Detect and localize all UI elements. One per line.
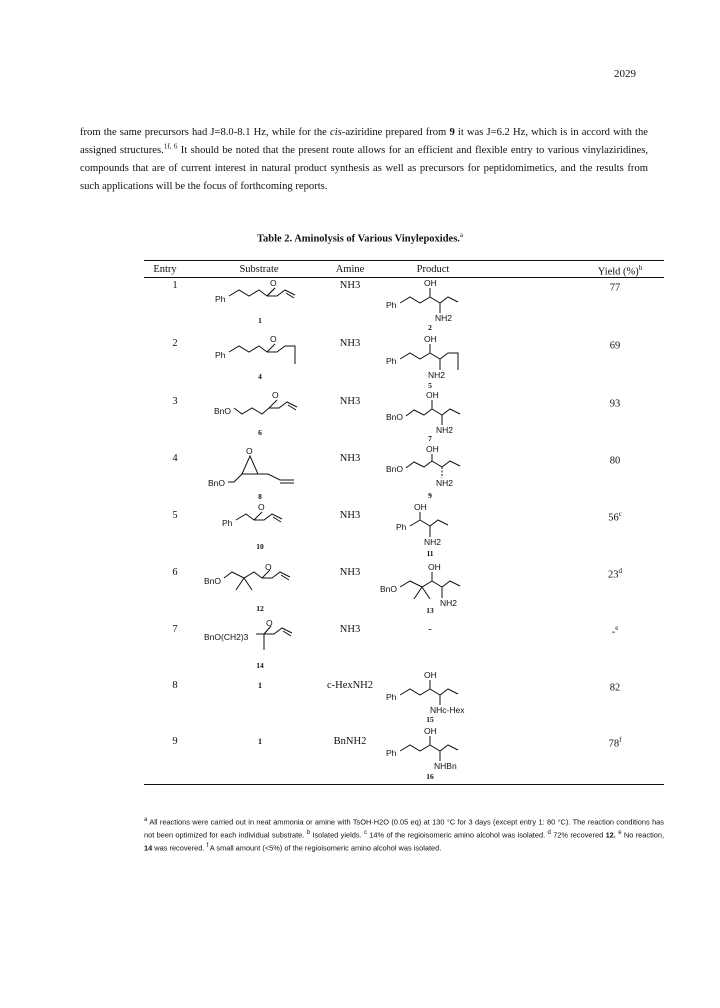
bond [267,346,295,364]
entry-number: 8 [172,680,178,691]
yield-number: 80 [609,455,621,467]
atom-label: BnO [208,478,226,488]
product-number: 9 [428,491,432,500]
product-number: 5 [428,381,432,390]
paragraph-text: It should be noted that the present route allows for an efficient and flexible entry to various vinylaziridines, compounds that are of current interest in natural product synthesis as well as precursors for peptidomimetics, and the results from such applications will be the focus of forthcoming reports. [80,145,648,192]
bond [400,581,432,587]
atom-label: BnO [386,464,404,474]
atom-label: NH2 [440,598,458,608]
substrate-number: 1 [258,316,262,325]
yield-value [590,453,640,467]
yield-number: 23 [608,569,619,581]
bond [410,520,420,526]
table-title [0,231,720,245]
footnote-e: No reaction, [623,830,665,840]
yield-number: - [611,626,616,638]
yield-value [590,396,640,410]
footnote-mark: f [206,842,209,849]
yield-number: 78 [608,738,620,750]
substrate-number: 14 [256,661,264,670]
yield-value [590,624,640,638]
bond [236,514,254,520]
bond [269,400,277,408]
header-yield-text: Yield (%) [597,266,639,278]
atom-label: Ph [222,518,233,528]
yield-footnote: c [618,510,622,518]
amine-text [300,510,400,521]
atom-label: NHc-Hex [430,705,465,715]
atom-label: Ph [215,294,226,304]
atom-label: NHBn [434,761,457,771]
product-structure [378,560,478,610]
atom-label: NH2 [428,370,446,380]
bond [432,409,460,415]
header-amine: Amine [335,264,365,275]
entry-number: 3 [172,396,178,407]
bond [432,461,460,467]
atom-label: OH [424,334,437,344]
bond [262,572,290,578]
amine-text [300,624,400,635]
bond [400,297,430,303]
substrate-number: 1 [258,681,262,690]
bond [267,290,295,296]
header-product: Product [416,264,450,275]
atom-label: NH2 [435,313,453,322]
yield-number: 69 [609,340,621,352]
amine-name: NH3 [339,338,361,349]
atom-label: O [258,502,265,512]
atom-label: O [246,446,253,456]
substrate-structure [202,560,302,604]
footnote-f: A small amount (<5%) of the regioisomeric amino alcohol was isolated. [209,843,442,852]
atom-label: OH [424,670,437,680]
yield-footnote: e [615,624,619,632]
product-none: - [428,624,432,635]
bond [400,689,430,695]
yield-value [590,338,640,352]
reference-superscript: 1f, 6 [163,142,178,151]
atom-label: OH [424,278,437,288]
amine-name: BnNH2 [333,736,367,747]
bond [236,578,244,590]
entry-number: 1 [172,280,178,291]
compound-number: 12. [605,830,616,840]
atom-label: O [270,278,277,288]
atom-label: OH [414,502,427,512]
product-number: 11 [426,549,434,558]
substrate-structure [212,388,302,422]
substrate-number: 12 [256,604,264,613]
product-structure [384,332,484,382]
bond [430,745,458,751]
atom-label: O [272,390,279,400]
footnote-a: All reactions were carried out in neat ammonia or amine with TsOH·H2O (0.05 eq) at 130 °C for 3 days (except entry 1: 80 °C). The reaction conditions has not been optimized for each individual substrate. [144,817,664,840]
entry-number: 7 [172,624,178,635]
amine-name: NH3 [339,396,361,407]
atom-label: BnO [204,576,222,586]
bond [229,346,267,352]
entry-number: 4 [172,453,178,464]
paragraph-italic: cis [330,127,342,138]
footnote-mark: e [618,829,622,836]
bond [269,402,297,408]
substrate-number: 10 [256,542,264,551]
compound-number: 9 [449,127,455,138]
amine-name: NH3 [339,510,361,521]
header-yield-footnote: b [638,264,643,272]
amine-name: NH3 [339,624,361,635]
bond [254,514,282,520]
yield-number: 77 [609,282,621,294]
entry-number: 5 [172,510,178,521]
compound-number: 14 [144,843,153,852]
substrate-number: 6 [258,428,262,437]
substrate-structure [212,332,302,372]
yield-footnote: d [618,567,622,575]
bond [414,587,422,599]
atom-label: BnO(CH2)3 [204,632,249,642]
bond [430,689,458,695]
page-number: 2029 [614,68,636,80]
paragraph-text: from the same precursors had J=8.0-8.1 Hz, while for the [80,127,331,138]
product-structure [384,388,484,434]
footnote-mark: d [547,829,551,836]
amine-name: NH3 [339,453,361,464]
footnote-d: 72% recovered [553,830,606,840]
paragraph-text: it was J=6.2 Hz, which is in accord with the assigned structures. [80,127,648,156]
product-structure [384,668,504,718]
amine-name: NH3 [339,567,361,578]
atom-label: O [270,334,277,344]
bond [430,353,458,370]
yield-footnote: f [619,736,622,744]
product-number: 2 [428,323,432,332]
product-number: 15 [426,715,434,724]
bond [254,512,262,520]
yield-value [590,510,640,524]
paragraph-text: -aziridine prepared from [341,127,450,138]
atom-label: NH2 [436,425,454,434]
header-substrate: Substrate [239,264,279,275]
bond [244,578,252,590]
substrate-structure [204,616,302,660]
atom-label: BnO [380,584,398,594]
atom-label: OH [424,726,437,736]
atom-label: O [265,562,272,572]
header-yield [570,264,670,278]
bond [422,587,430,599]
amine-name: c-HexNH2 [326,680,374,691]
amine-name: NH3 [339,280,361,291]
header-entry: Entry [153,264,177,275]
yield-value [590,280,640,294]
atom-label: OH [426,444,439,454]
body-paragraph [80,124,648,196]
entry-number: 2 [172,338,178,349]
atom-label: Ph [215,350,226,360]
product-structure [384,724,504,774]
atom-label: O [266,618,273,628]
yield-value [590,680,640,694]
substrate-number: 8 [258,492,262,501]
atom-label: Ph [386,748,397,758]
table-title-footnote-mark: a [459,231,464,239]
footnote-mark: b [306,829,311,836]
bond [406,461,432,468]
entry-number: 6 [172,567,178,578]
product-structure [384,276,484,322]
atom-label: Ph [386,692,397,702]
bond [228,474,242,482]
product-number: 16 [426,772,434,781]
substrate-structure [206,442,302,492]
substrate-number: 4 [258,372,262,381]
atom-label: NH2 [436,478,454,488]
bond [267,288,275,296]
footnote-b: Isolated yields. [312,830,362,840]
bond [258,474,294,480]
bond [406,409,432,416]
yield-number: 93 [609,398,621,410]
epoxide-ring [242,456,258,474]
footnote-mark: a [144,817,148,823]
bond [400,745,430,751]
table-bottom-rule [144,784,664,785]
atom-label: Ph [386,300,397,310]
product-structure [384,444,484,490]
atom-label: NH2 [424,537,442,547]
bond [267,344,275,352]
atom-label: Ph [386,356,397,366]
bond [432,581,460,587]
footnote-mark: c [363,829,367,836]
bond [224,572,262,578]
substrate-structure [212,276,302,310]
atom-label: OH [428,562,441,572]
footnote-e-end: was recovered. [152,843,205,852]
bond [229,290,267,296]
yield-number: 56 [608,512,619,524]
table-top-rule [144,260,664,261]
product-number: 7 [428,434,432,443]
yield-value [590,567,640,581]
bond [420,520,448,526]
product-number: 13 [426,606,434,615]
atom-label: BnO [214,406,232,416]
footnote-c: 14% of the regioisomeric amino alcohol was isolated. [369,830,546,840]
bond [430,297,458,303]
table-title-text: Table 2. Aminolysis of Various Vinylepoxides. [256,233,460,245]
atom-label: Ph [396,522,407,532]
bond [234,408,269,414]
yield-number: 82 [609,682,621,694]
entry-number: 9 [172,736,178,747]
yield-value [590,736,640,750]
substrate-number: 1 [258,737,262,746]
table-footnotes [144,815,664,853]
product-structure [394,500,474,550]
atom-label: OH [426,390,439,400]
bond [400,353,430,359]
atom-label: BnO [386,412,404,422]
substrate-structure [220,500,300,534]
